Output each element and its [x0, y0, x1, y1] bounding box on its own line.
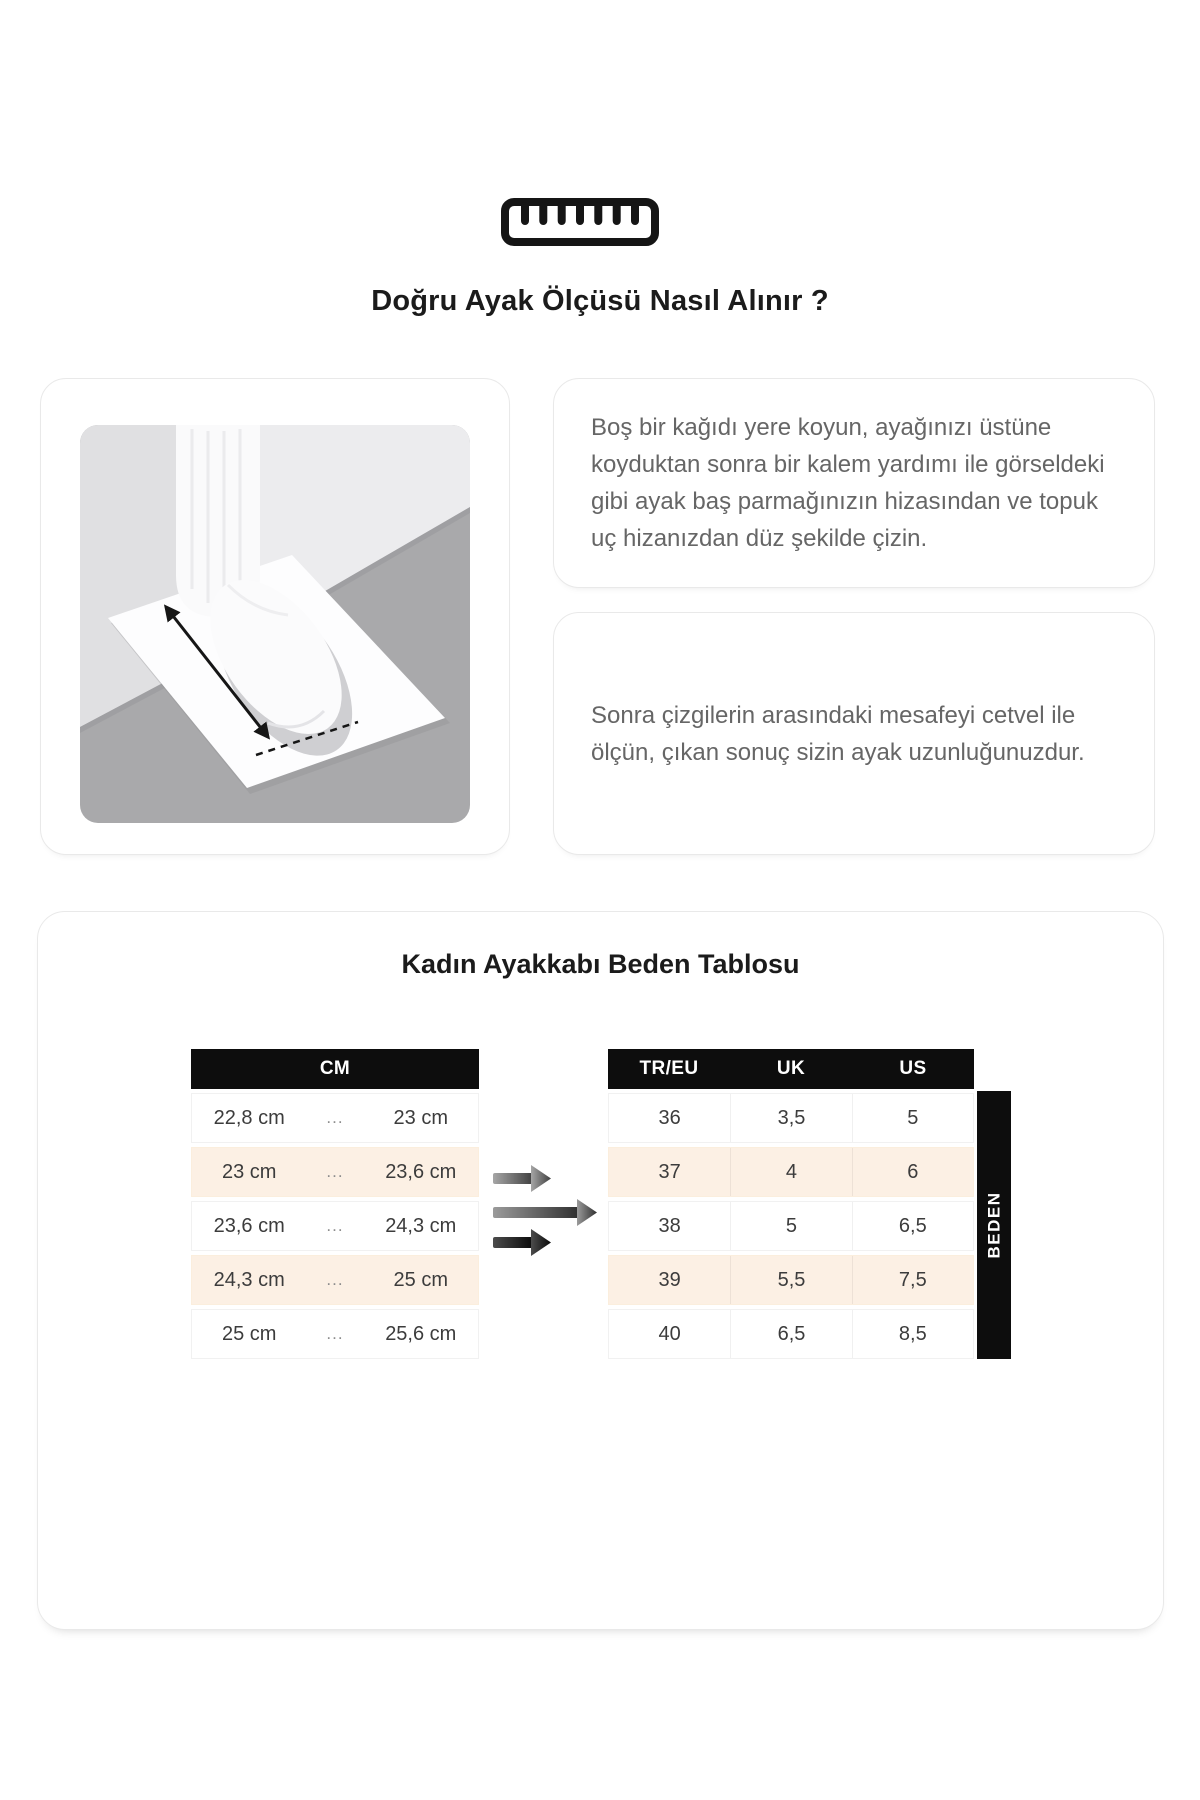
uk-value: 6,5 [730, 1310, 851, 1358]
cm-to: 25 cm [393, 1268, 448, 1291]
cm-from: 22,8 cm [213, 1106, 285, 1129]
beden-label: BEDEN [984, 1191, 1004, 1259]
cm-from: 23,6 cm [213, 1214, 285, 1237]
uk-header-label: UK [776, 1058, 806, 1079]
cm-table-header [191, 1049, 479, 1089]
size-table-row [608, 1147, 974, 1197]
treu-value: 39 [658, 1268, 681, 1291]
step2-text: Sonra çizgilerin arasındaki mesafeyi cetvel ile ölçün, çıkan sonuç sizin ayak uzunluğunuzdur. [591, 701, 1085, 766]
uk-value: 5,5 [730, 1256, 851, 1304]
uk-value: 4 [730, 1148, 851, 1196]
uk-value: 5 [730, 1202, 851, 1250]
cm-from: 25 cm [221, 1322, 277, 1345]
size-chart-title: Kadın Ayakkabı Beden Tablosu [401, 949, 800, 979]
size-chart-card [37, 911, 1164, 1630]
size-table-row [608, 1093, 974, 1143]
step1-card [553, 378, 1155, 588]
cm-table-row [191, 1147, 479, 1197]
cm-to: 25,6 cm [385, 1322, 457, 1345]
treu-value: 40 [658, 1322, 681, 1345]
us-value: 6,5 [852, 1202, 973, 1250]
cm-header-label: CM [319, 1058, 351, 1079]
ruler-icon [500, 197, 660, 247]
range-separator: ... [326, 1270, 344, 1289]
foot-measure-illustration [80, 425, 470, 823]
size-table-row [608, 1201, 974, 1251]
size-table [608, 1049, 974, 1359]
step2-card [553, 612, 1155, 855]
page-title: Doğru Ayak Ölçüsü Nasıl Alınır ? [371, 285, 829, 317]
treu-value: 37 [658, 1160, 681, 1183]
foot-photo-card [40, 378, 510, 855]
cm-table-row [191, 1201, 479, 1251]
range-separator: ... [326, 1324, 344, 1343]
size-table-row [608, 1255, 974, 1305]
us-value: 6 [852, 1148, 973, 1196]
size-table-row [608, 1309, 974, 1359]
size-table-header [608, 1049, 974, 1089]
beden-side-bar [977, 1091, 1011, 1359]
range-separator: ... [326, 1162, 344, 1181]
us-header-label: US [899, 1058, 927, 1079]
cm-from: 23 cm [221, 1160, 277, 1183]
treu-header-label: TR/EU [639, 1058, 699, 1079]
us-value: 8,5 [852, 1310, 973, 1358]
cm-table-row [191, 1093, 479, 1143]
range-separator: ... [326, 1108, 344, 1127]
cm-to: 23,6 cm [385, 1160, 457, 1183]
conversion-arrows-icon [493, 1161, 601, 1257]
range-separator: ... [326, 1216, 344, 1235]
treu-value: 38 [658, 1214, 681, 1237]
us-value: 5 [852, 1094, 973, 1142]
cm-table [191, 1049, 479, 1359]
cm-to: 23 cm [393, 1106, 448, 1129]
cm-table-row [191, 1255, 479, 1305]
uk-value: 3,5 [730, 1094, 851, 1142]
cm-from: 24,3 cm [213, 1268, 285, 1291]
cm-to: 24,3 cm [385, 1214, 457, 1237]
treu-value: 36 [658, 1106, 681, 1129]
us-value: 7,5 [852, 1256, 973, 1304]
step1-text: Boş bir kağıdı yere koyun, ayağınızı üstüne koyduktan sonra bir kalem yardımı ile görseldeki gibi ayak baş parmağınızın hizasından ve topuk uç hizanızdan düz şekilde çizin. [591, 414, 1105, 552]
cm-table-row [191, 1309, 479, 1359]
